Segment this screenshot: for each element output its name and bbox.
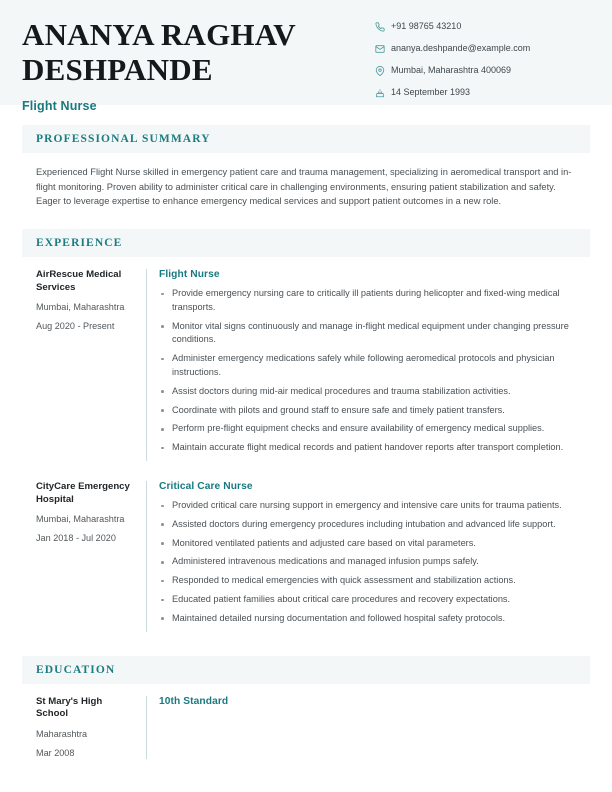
education-school: St Mary's High School [36, 695, 103, 720]
experience-entry [36, 269, 576, 461]
section-body-education [22, 684, 590, 759]
experience-entry-meta [36, 481, 146, 632]
list-item: Administered intravenous medications and managed infusion pumps safely. [159, 555, 576, 569]
education-dates: Mar 2008 [36, 747, 75, 758]
experience-entry-main [146, 269, 576, 461]
section-title-experience: EXPERIENCE [36, 237, 123, 250]
list-item: Administer emergency medications safely while following aeromedical protocols and physician instructions. [159, 352, 576, 380]
birthday-cake-icon [375, 87, 391, 99]
header-identity [22, 18, 367, 113]
list-item: Monitored ventilated patients and adjusted care based on vital parameters. [159, 537, 576, 551]
header-job-title: Flight Nurse [22, 99, 97, 114]
experience-location: Mumbai, Maharashtra [36, 513, 125, 524]
experience-bullets [159, 287, 576, 455]
summary-text: Experienced Flight Nurse skilled in emergency patient care and trauma management, specializing in aeromedical transport and in-flight monitoring. Proven ability to administer critical care in challenging environments, ensuring patient stabilization and safety. Eager to leverage expertise to enhance emergency medical services and support patient outcomes in a new role. [36, 167, 572, 207]
experience-bullets [159, 499, 576, 626]
list-item: Provide emergency nursing care to critically ill patients during helicopter and fixed-wing medical transports. [159, 287, 576, 315]
email-icon [375, 43, 391, 55]
section-header-summary [22, 125, 590, 153]
list-item: Maintained detailed nursing documentation and followed hospital safety protocols. [159, 612, 576, 626]
contact-birthday-value: 14 September 1993 [391, 87, 471, 97]
list-item: Educated patient families about critical care procedures and recovery expectations. [159, 593, 576, 607]
section-title-summary: PROFESSIONAL SUMMARY [36, 133, 211, 145]
list-item: Perform pre-flight equipment checks and ensure availability of emergency medical supplies. [159, 422, 576, 436]
list-item: Assisted doctors during emergency procedures including intubation and advanced life support. [159, 518, 576, 532]
section-header-experience [22, 229, 590, 257]
experience-role: Critical Care Nurse [159, 481, 253, 493]
experience-organization: AirRescue Medical Services [36, 269, 122, 293]
contact-email-value: ananya.deshpande@example.com [391, 43, 531, 53]
list-item: Assist doctors during mid-air medical procedures and trauma stabilization activities. [159, 385, 576, 399]
page-title: ANANYA RAGHAV DESHPANDE [22, 17, 296, 87]
experience-location: Mumbai, Maharashtra [36, 302, 125, 312]
phone-icon [375, 21, 391, 33]
list-item: Coordinate with pilots and ground staff to ensure safe and timely patient transfers. [159, 404, 576, 418]
location-pin-icon [375, 65, 391, 77]
experience-organization: CityCare Emergency Hospital [36, 481, 130, 505]
experience-entry-main [146, 481, 576, 632]
section-header-education [22, 656, 590, 684]
education-entry [36, 696, 576, 759]
section-body-summary [22, 153, 590, 209]
resume-header [0, 0, 612, 114]
contact-item-birthday [375, 86, 590, 99]
experience-dates: Aug 2020 - Present [36, 321, 115, 331]
section-body-experience [22, 257, 590, 632]
contact-item-email [375, 42, 590, 55]
contact-phone-value: +91 98765 43210 [391, 21, 462, 31]
education-entry-main [146, 696, 576, 759]
contact-item-location [375, 64, 590, 77]
list-item: Monitor vital signs continuously and manage in-flight medical equipment under changing pressure conditions. [159, 320, 576, 348]
education-degree: 10th Standard [159, 695, 229, 707]
experience-entry [36, 481, 576, 632]
education-entry-meta [36, 696, 146, 759]
contact-item-phone [375, 20, 590, 33]
contact-location-value: Mumbai, Maharashtra 400069 [391, 65, 512, 75]
list-item: Maintain accurate flight medical records and patient handover reports after transport completion. [159, 441, 576, 455]
section-title-education: EDUCATION [36, 663, 116, 676]
contact-list [367, 18, 590, 99]
experience-role: Flight Nurse [159, 269, 220, 281]
list-item: Provided critical care nursing support in emergency and intensive care units for trauma patients. [159, 499, 576, 513]
experience-entry-meta [36, 269, 146, 461]
education-location: Maharashtra [36, 728, 88, 739]
list-item: Responded to medical emergencies with quick assessment and stabilization actions. [159, 574, 576, 588]
experience-dates: Jan 2018 - Jul 2020 [36, 532, 116, 543]
